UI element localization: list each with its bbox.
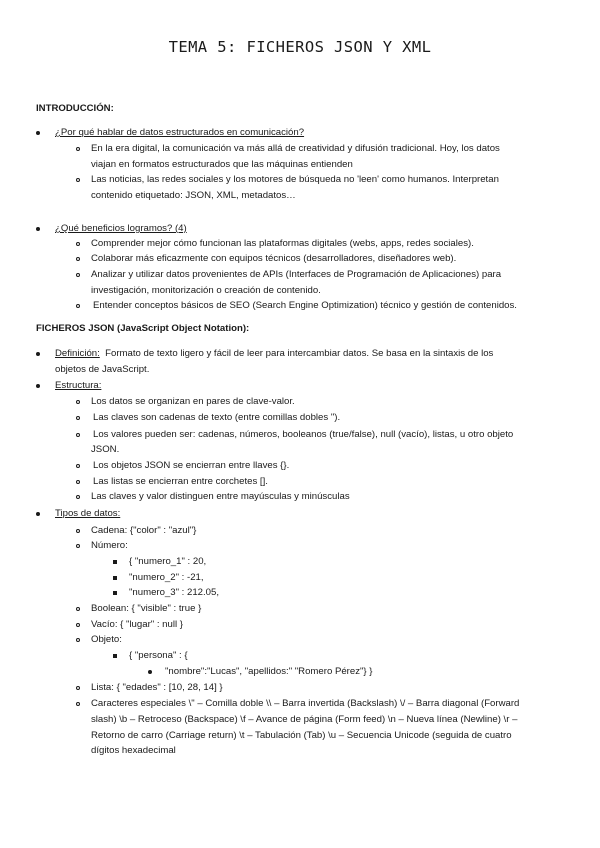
square-bullet-icon [113,654,117,658]
circle-bullet-icon [76,178,80,182]
structure-label: Estructura: [55,380,102,391]
q1-answer-a-line1: En la era digital, la comunicación va más allá de creatividad y difusión tradicional. Hoy, los datos [91,143,500,154]
circle-bullet-icon [76,638,80,642]
circle-bullet-icon [76,480,80,484]
definition-line2: objetos de JavaScript. [55,364,150,375]
json-heading: FICHEROS JSON (JavaScript Object Notation): [36,323,250,334]
circle-bullet-icon [76,242,80,246]
q1-answer-b-line1: Las noticias, las redes sociales y los motores de búsqueda no 'leen' como humanos. Interpretan [91,174,499,185]
special-chars-line1: Caracteres especiales \" – Comilla doble \\ – Barra invertida (Backslash) \/ – Barra diagonal (Forward [91,698,520,709]
numero-example-1: { "numero_1" : 20, [129,556,207,567]
structure-item-6: Las claves y valor distinguen entre mayúsculas y minúsculas [91,491,350,502]
structure-item-2: Las claves son cadenas de texto (entre comillas dobles "). [93,412,341,423]
type-numero: Número: [91,540,128,551]
definition-label: Definición: [55,348,100,359]
question-1: ¿Por qué hablar de datos estructurados en comunicación? [55,127,305,138]
square-bullet-icon [113,591,117,595]
square-bullet-icon [113,560,117,564]
structure-item-5: Las listas se encierran entre corchetes []. [93,476,268,487]
bullet-icon [36,227,40,231]
circle-bullet-icon [76,433,80,437]
q1-answer-a-line2: viajan en formatos estructurados que las máquinas entienden [91,159,353,170]
square-bullet-icon [113,576,117,580]
bullet-icon [36,352,40,356]
special-chars-line4: dígitos hexadecimal [91,745,176,756]
structure-item-1: Los datos se organizan en pares de clave-valor. [91,396,295,407]
q2-benefit-c-line1: Analizar y utilizar datos provenientes de APIs (Interfaces de Programación de Aplicaciones) para [91,269,502,280]
circle-bullet-icon [76,304,80,308]
circle-bullet-icon [76,529,80,533]
numero-example-2: "numero_2" : -21, [129,572,204,583]
circle-bullet-icon [76,416,80,420]
intro-heading: INTRODUCCIÓN: [36,103,114,114]
circle-bullet-icon [76,702,80,706]
special-chars-line3: Retorno de carro (Carriage return) \t – Tabulación (Tab) \u – Secuencia Unicode (seguida de cuatro [91,730,512,741]
objeto-example-1: { "persona" : { [129,650,188,661]
type-boolean: Boolean: { "visible" : true } [91,603,202,614]
circle-bullet-icon [76,607,80,611]
type-cadena: Cadena: {"color" : "azul"} [91,525,197,536]
circle-bullet-icon [76,147,80,151]
circle-bullet-icon [76,623,80,627]
page-title: TEMA 5: FICHEROS JSON Y XML [168,38,432,56]
definition-line1 [55,348,493,360]
structure-item-3-line1: Los valores pueden ser: cadenas, números, booleanos (true/false), null (vacío), listas, u otro objeto [93,429,514,440]
numero-example-3: "numero_3" : 212.05, [129,587,220,598]
circle-bullet-icon [76,400,80,404]
structure-item-3-line2: JSON. [91,444,120,455]
types-label: Tipos de datos: [55,508,121,519]
objeto-example-2: "nombre":"Lucas", "apellidos:" "Romero Pérez"} } [165,666,373,677]
circle-bullet-icon [76,495,80,499]
q2-benefit-c-line2: investigación, monitorización o creación de contenido. [91,285,321,296]
type-lista: Lista: { "edades" : [10, 28, 14] } [91,682,223,693]
q1-answer-b-line2: contenido etiquetado: JSON, XML, metadatos… [91,190,296,201]
bullet-icon [36,512,40,516]
circle-bullet-icon [76,544,80,548]
type-objeto: Objeto: [91,634,122,645]
q2-benefit-b: Colaborar más eficazmente con equipos técnicos (desarrolladores, diseñadores web). [91,253,457,264]
q2-benefit-d: Entender conceptos básicos de SEO (Search Engine Optimization) técnico y gestión de contenidos. [93,300,517,311]
circle-bullet-icon [76,273,80,277]
circle-bullet-icon [76,257,80,261]
bullet-icon [36,131,40,135]
bullet-icon [36,384,40,388]
definition-text: Formato de texto ligero y fácil de leer para intercambiar datos. Se basa en la sintaxis de los [105,348,494,359]
q2-benefit-a: Comprender mejor cómo funcionan las plataformas digitales (webs, apps, redes sociales). [91,238,474,249]
type-vacio: Vacío: { "lugar" : null } [91,619,183,630]
question-2: ¿Qué beneficios logramos? (4) [55,223,187,234]
bullet-icon [148,670,152,674]
structure-item-4: Los objetos JSON se encierran entre llaves {}. [93,460,290,471]
special-chars-line2: slash) \b – Retroceso (Backspace) \f – Avance de página (Form feed) \n – Nueva línea (Newline) \r – [91,714,518,725]
circle-bullet-icon [76,686,80,690]
circle-bullet-icon [76,464,80,468]
